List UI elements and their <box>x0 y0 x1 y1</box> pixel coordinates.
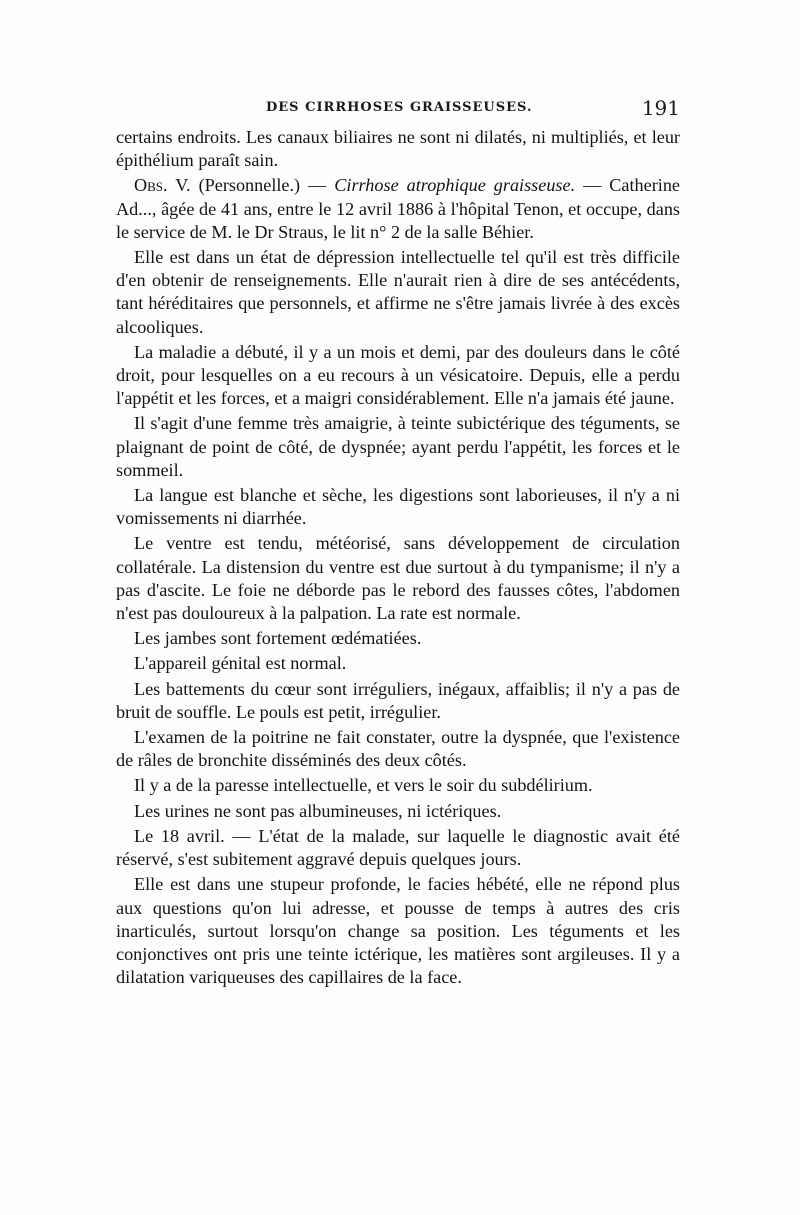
body-text <box>116 126 680 991</box>
running-head: DES CIRRHOSES GRAISSEUSES. <box>266 100 533 115</box>
observation-heading-paragraph <box>116 174 680 244</box>
paragraph-legs: Les jambes sont fortement œdématiées. <box>134 628 422 649</box>
paragraph-april-18: Le 18 avril. — L'état de la malade, sur laquelle le diagnostic avait été réservé, s'est subitement aggravé depuis quelques jours. <box>116 825 680 870</box>
paragraph-abdomen: Le ventre est tendu, météorisé, sans développement de circulation collatérale. La distension du ventre est due surtout à du tympanisme; il n'y a pas d'ascite. Le foie ne déborde pas le rebord des fausses côtes, l'abdomen n'est pas douloureux à la palpation. La rate est normale. <box>116 533 680 624</box>
paragraph-mental-state: Elle est dans un état de dépression intellectuelle tel qu'il est très difficile d'en obtenir de renseignements. Elle n'aurait rien à dire de ses antécédents, tant héréditaires que personnels, et affirme ne s'être jamais livrée à des excès alcooliques. <box>116 247 680 337</box>
observation-intro: — Catherine Ad..., âgée de 41 ans, entre le 12 avril 1886 à l'hôpital Tenon, et occupe, dans le service de M. le Dr Straus, le lit n° 2 de la salle Béhier. <box>116 175 681 242</box>
observation-source: (Personnelle.) — <box>190 175 335 196</box>
paragraph-heart: Les battements du cœur sont irréguliers, inégaux, affaiblis; il n'y a pas de bruit de souffle. Le pouls est petit, irrégulier. <box>116 678 680 722</box>
paragraph-chest: L'examen de la poitrine ne fait constater, outre la dyspnée, que l'existence de râles de bronchite disséminés des deux côtés. <box>116 727 680 771</box>
paragraph-digestion: La langue est blanche et sèche, les digestions sont laborieuses, il n'y a ni vomissements ni diarrhée. <box>116 485 680 529</box>
paragraph-onset: La maladie a débuté, il y a un mois et demi, par des douleurs dans le côté droit, pour lesquelles on a eu recours à un vésicatoire. Depuis, elle a perdu l'appétit et les forces, et a maigri considérablement. Elle n'a jamais été jaune. <box>116 341 680 409</box>
observation-label: Obs. V. <box>134 175 191 196</box>
observation-title: Cirrhose atrophique graisseuse. <box>334 175 576 196</box>
paragraph-general-state: Il s'agit d'une femme très amaigrie, à teinte subictérique des téguments, se plaignant de point de côté, de dyspnée; ayant perdu l'appétit, les forces et le sommeil. <box>116 413 680 480</box>
page-header <box>116 96 680 120</box>
paragraph-stupor: Elle est dans une stupeur profonde, le facies hébété, elle ne répond plus aux questions qu'on lui adresse, et pousse de temps à autres des cris inarticulés, surtout lorsqu'on change sa position. Les téguments et les conjonctives ont pris une teinte ictérique, les matières sont argileuses. Il y a dilatation variqueuses des capillaires de la face. <box>116 874 680 988</box>
paragraph-genital: L'appareil génital est normal. <box>134 653 347 674</box>
paragraph-continuation: certains endroits. Les canaux biliaires ne sont ni dilatés, ni multipliés, et leur épithélium paraît sain. <box>116 127 680 171</box>
page-number: 191 <box>641 96 680 120</box>
paragraph-urine: Les urines ne sont pas albumineuses, ni ictériques. <box>134 800 502 821</box>
paragraph-intellect: Il y a de la paresse intellectuelle, et vers le soir du subdélirium. <box>134 775 593 796</box>
